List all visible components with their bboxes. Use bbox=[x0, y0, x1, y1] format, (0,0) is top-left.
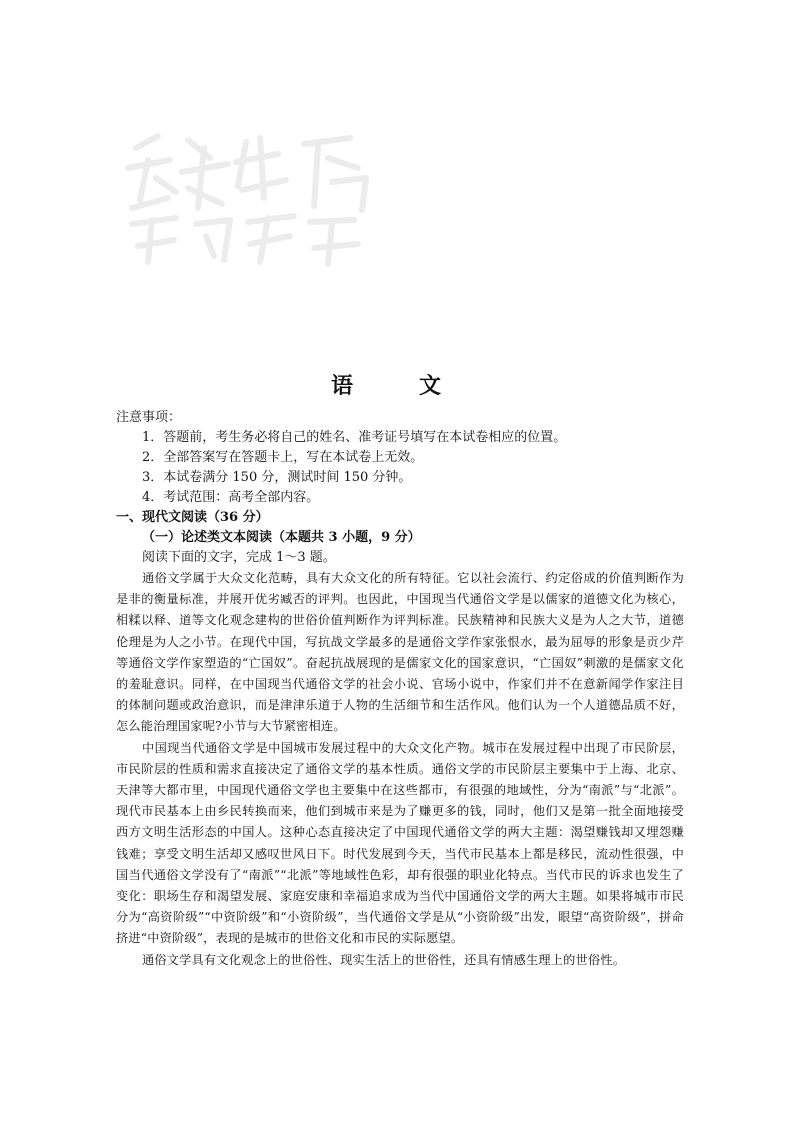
note-item: 2．全部答案写在答题卡上，写在本试卷上无效。 bbox=[142, 450, 424, 465]
passage-paragraph: 通俗文学具有文化观念上的世俗性、现实生活上的世俗性，还具有情感生理上的世俗性。 bbox=[142, 952, 626, 967]
note-item: 1．答题前，考生务必将自己的姓名、准考证号填写在本试卷相应的位置。 bbox=[142, 430, 567, 445]
page-title: 语 文 bbox=[330, 373, 463, 399]
subsection-heading: （一）论述类文本阅读（本题共 3 小题，9 分） bbox=[142, 530, 421, 545]
notes-heading: 注意事项： bbox=[116, 410, 182, 425]
watermark-calligraphy bbox=[118, 128, 388, 268]
section-heading: 一、现代文阅读（36 分） bbox=[116, 510, 269, 525]
note-item: 4．考试范围：高考全部内容。 bbox=[142, 490, 320, 505]
instruction-text: 阅读下面的文字，完成 1～3 题。 bbox=[142, 550, 336, 565]
document-body bbox=[116, 408, 684, 971]
passage-paragraph: 通俗文学属于大众文化范畴，具有大众文化的所有特征。它以社会流行、约定俗成的价值判断作为是非的衡量标准，并展开优劣臧否的评判。也因此，中国现当代通俗文学是以儒家的道德文化为核心，相糅以释、道等文化观念建构的世俗价值判断作为评判标准。民族精神和民族大义是为人之大节，道德伦理是为人之小节。在现代中国，写抗战文学最多的是通俗文学作家张恨水，最为屈辱的形象是贡少芹等通俗文学作家塑造的“亡国奴”。奋起抗战展现的是儒家文化的国家意识，“亡国奴”刺激的是儒家文化的羞耻意识。同样，在中国现当代通俗文学的社会小说、官场小说中，作家们并不在意新闻学作家注目的体制问题或政治意识，而是津津乐道于人物的生活细节和生活作风。他们认为一个人道德品质不好，怎么能治理国家呢?小节与大节紧密相连。 bbox=[116, 571, 684, 734]
watermark-logo bbox=[118, 128, 388, 268]
note-item: 3．本试卷满分 150 分，测试时间 150 分钟。 bbox=[142, 470, 412, 485]
passage-paragraph: 中国现当代通俗文学是中国城市发展过程中的大众文化产物。城市在发展过程中出现了市民阶层，市民阶层的性质和需求直接决定了通俗文学的基本性质。通俗文学的市民阶层主要集中于上海、北京、天津等大都市里，中国现代通俗文学也主要集中在这些都市，有很强的地域性，分为“南派”与“北派”。现代市民基本上由乡民转换而来，他们到城市来是为了赚更多的钱，同时，他们又是第一批全面地接受西方文明生活形态的中国人。这种心态直接决定了中国现代通俗文学的两大主题：渴望赚钱却又埋怨赚钱难；享受文明生活却又感叹世风日下。时代发展到今天，当代市民基本上都是移民，流动性很强，中国当代通俗文学没有了“南派”“北派”等地域性色彩，却有很强的职业化特点。当代市民的诉求也发生了变化：职场生存和渴望发展、家庭安康和幸福追求成为当代中国通俗文学的两大主题。如果将城市市民分为“高资阶级”“中资阶级”和“小资阶级”，当代通俗文学是从“小资阶级”出发，眼望“高资阶级”，拼命挤进“中资阶级”，表现的是城市的世俗文化和市民的实际愿望。 bbox=[116, 740, 684, 946]
